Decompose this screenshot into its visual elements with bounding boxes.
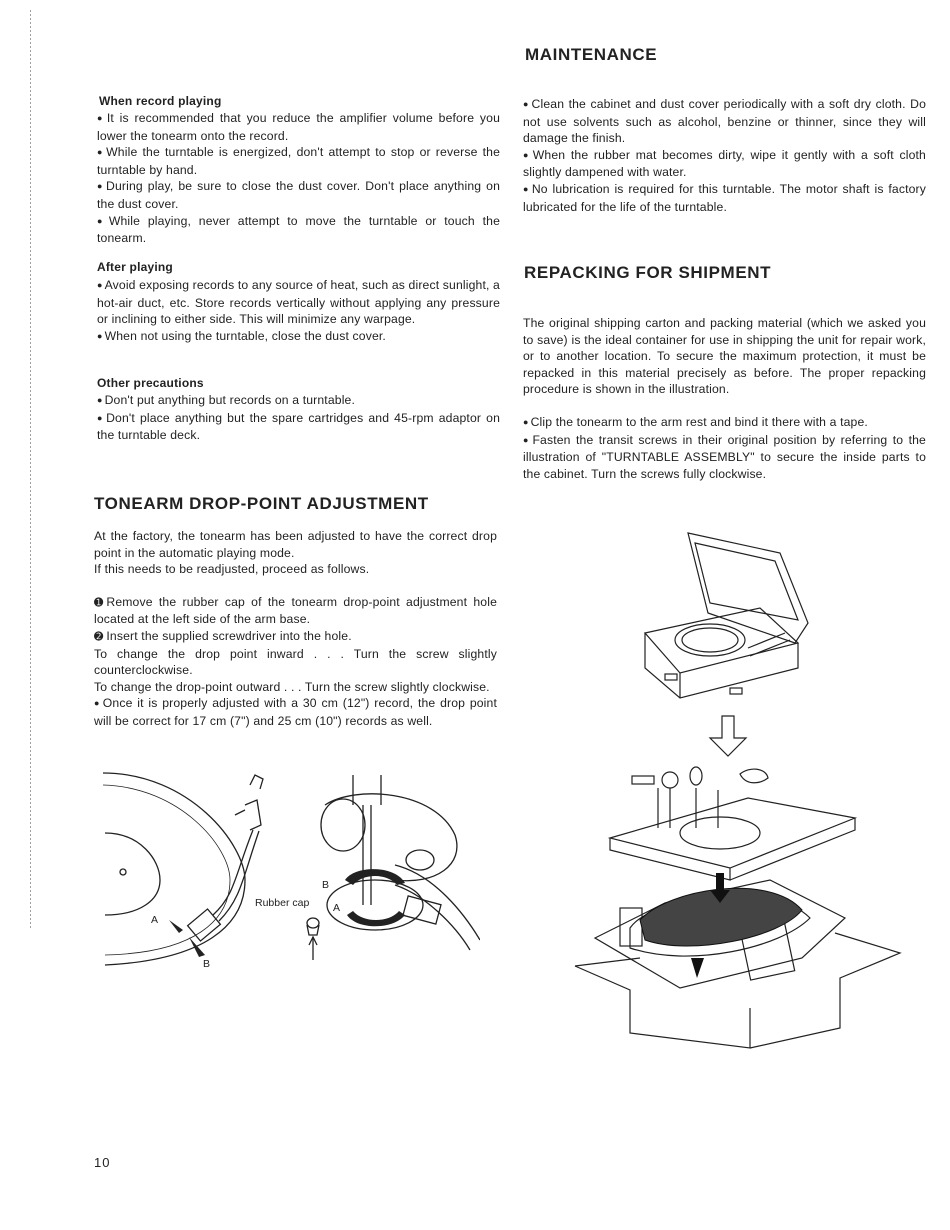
list-item: ● Don't place anything but the spare cartridges and 45-rpm adaptor on the turntable deck. <box>97 410 500 444</box>
label-b-right: B <box>322 879 330 891</box>
maintenance-list <box>523 96 926 215</box>
step-2: ➋ Insert the supplied screwdriver into the hole. <box>94 628 497 646</box>
repacking-body <box>523 315 926 482</box>
list-item: ● Avoid exposing records to any source of heat, such as direct sunlight, a hot-air duct, etc. Store records vertically without applying any pressure or inclining to either side. This will minimize any warpage. <box>97 277 500 328</box>
list-item: ● While playing, never attempt to move the turntable or touch the tonearm. <box>97 213 500 247</box>
list-item: ● Fasten the transit screws in their original position by referring to the illustration of "TURNTABLE ASSEMBLY" to secure the inside parts to the cabinet. Turn the screws fully clockwise. <box>523 432 926 483</box>
list-item: ● It is recommended that you reduce the amplifier volume before you lower the tonearm onto the record. <box>97 110 500 144</box>
after-playing-list <box>97 277 500 345</box>
tonearm-body <box>94 528 497 730</box>
list-item: ● Once it is properly adjusted with a 30 cm (12") record, the drop point will be correct for 17 cm (7") and 25 cm (10") records as well. <box>94 695 497 729</box>
paragraph: If this needs to be readjusted, proceed as follows. <box>94 562 370 577</box>
paragraph: The original shipping carton and packing material (which we asked you to save) is the ideal container for use in shipping the unit for repair work, or to another location. To secure the maximum protection, it must be repacked in this material precisely as before. The proper repacking procedure is shown in the illustration. <box>523 316 926 397</box>
label-rubber-cap: Rubber cap <box>255 897 310 909</box>
list-item: ● While the turntable is energized, don't attempt to stop or reverse the turntable by hand. <box>97 144 500 178</box>
list-item: ● Clean the cabinet and dust cover periodically with a soft dry cloth. Do not use solvents such as alcohol, benzine or thinner, since they will damage the finish. <box>523 96 926 147</box>
subheading-after-playing: After playing <box>97 260 173 274</box>
binding-edge-marks <box>30 10 32 930</box>
paragraph: At the factory, the tonearm has been adjusted to have the correct drop point in the automatic playing mode. <box>94 529 497 560</box>
subheading-other-precautions: Other precautions <box>97 376 204 390</box>
record-playing-list <box>97 110 500 247</box>
label-a-left: A <box>151 914 159 926</box>
list-item: ● No lubrication is required for this turntable. The motor shaft is factory lubricated for the life of the turntable. <box>523 181 926 215</box>
list-item: ● During play, be sure to close the dust cover. Don't place anything on the dust cover. <box>97 178 500 212</box>
list-item: ● When the rubber mat becomes dirty, wipe it gently with a soft cloth slightly dampened with water. <box>523 147 926 181</box>
heading-repacking: REPACKING FOR SHIPMENT <box>524 263 772 282</box>
label-a-right: A <box>333 902 341 914</box>
tonearm-adjustment-figure <box>95 765 480 980</box>
heading-tonearm-adjustment: TONEARM DROP-POINT ADJUSTMENT <box>94 494 429 513</box>
other-precautions-list <box>97 392 500 444</box>
list-item: ● Clip the tonearm to the arm rest and bind it there with a tape. <box>523 414 926 432</box>
step-1: ➊ Remove the rubber cap of the tonearm drop-point adjustment hole located at the left side of the arm base. <box>94 594 497 628</box>
paragraph: To change the drop-point outward . . . Turn the screw slightly clockwise. <box>94 679 490 694</box>
list-item: ● When not using the turntable, close the dust cover. <box>97 328 500 346</box>
paragraph: To change the drop point inward . . . Turn the screw slightly counterclockwise. <box>94 646 497 678</box>
heading-maintenance: MAINTENANCE <box>525 45 658 64</box>
label-b-left: B <box>203 958 211 970</box>
repacking-illustration <box>570 528 930 1053</box>
page-number: 10 <box>94 1155 111 1170</box>
list-item: ● Don't put anything but records on a turntable. <box>97 392 500 410</box>
subheading-record-playing: When record playing <box>99 94 222 108</box>
